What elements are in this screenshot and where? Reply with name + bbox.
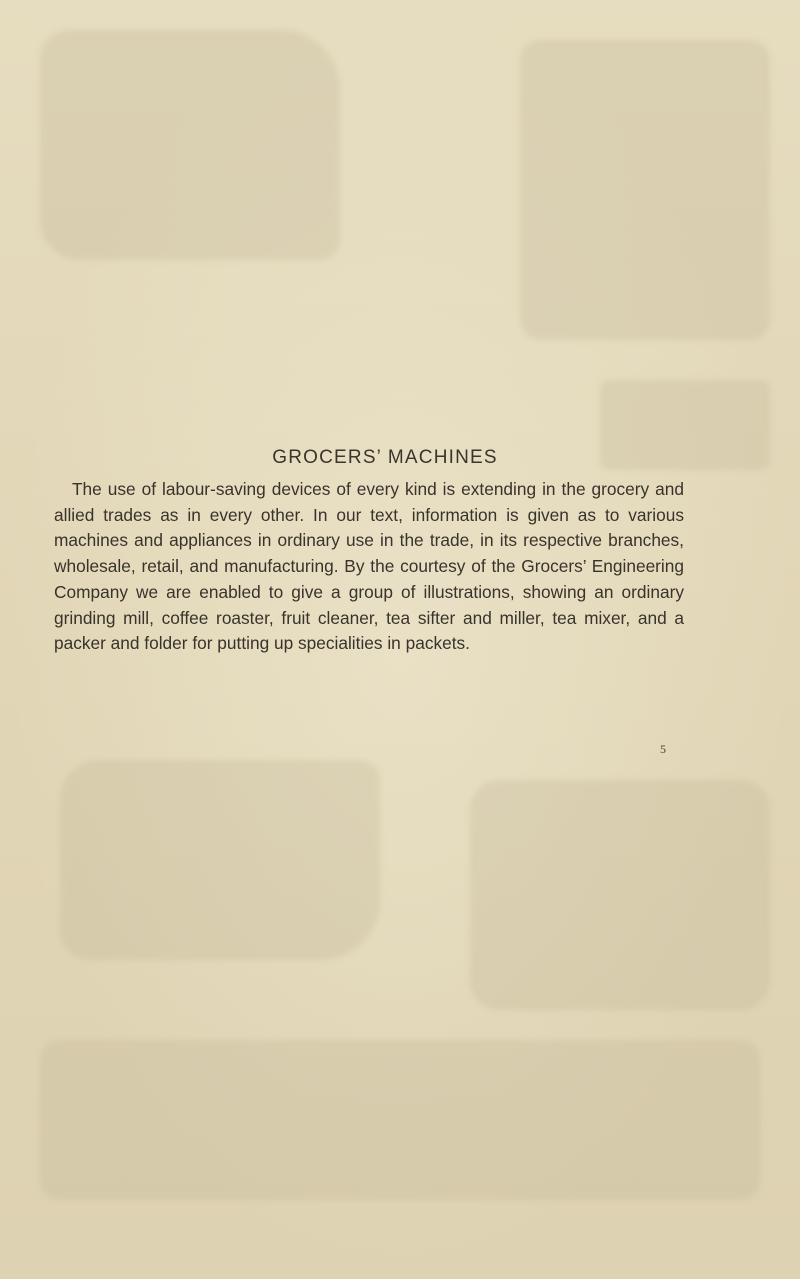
page-heading: GROCERS’ MACHINES (272, 447, 498, 468)
show-through-illustration (60, 760, 380, 960)
folio-mark: 5 (660, 742, 666, 756)
show-through-illustration (40, 1040, 760, 1200)
show-through-illustration (520, 40, 770, 340)
show-through-illustration (470, 780, 770, 1010)
body-paragraph: The use of labour-saving devices of every kind is extending in the grocery and allied trades as in every other. In our text, information is given as to various machines and appliances in ordinary use in the trade, in its respective branches, wholesale, retail, and manufacturing. By the courtesy of the Grocers’ Engineering Company we are enabled to give a group of illustrations, showing an ordinary grinding mill, coffee roaster, fruit cleaner, tea sifter and miller, tea mixer, and a packer and folder for putting up specialities in packets. (54, 479, 684, 654)
show-through-illustration (40, 30, 340, 260)
